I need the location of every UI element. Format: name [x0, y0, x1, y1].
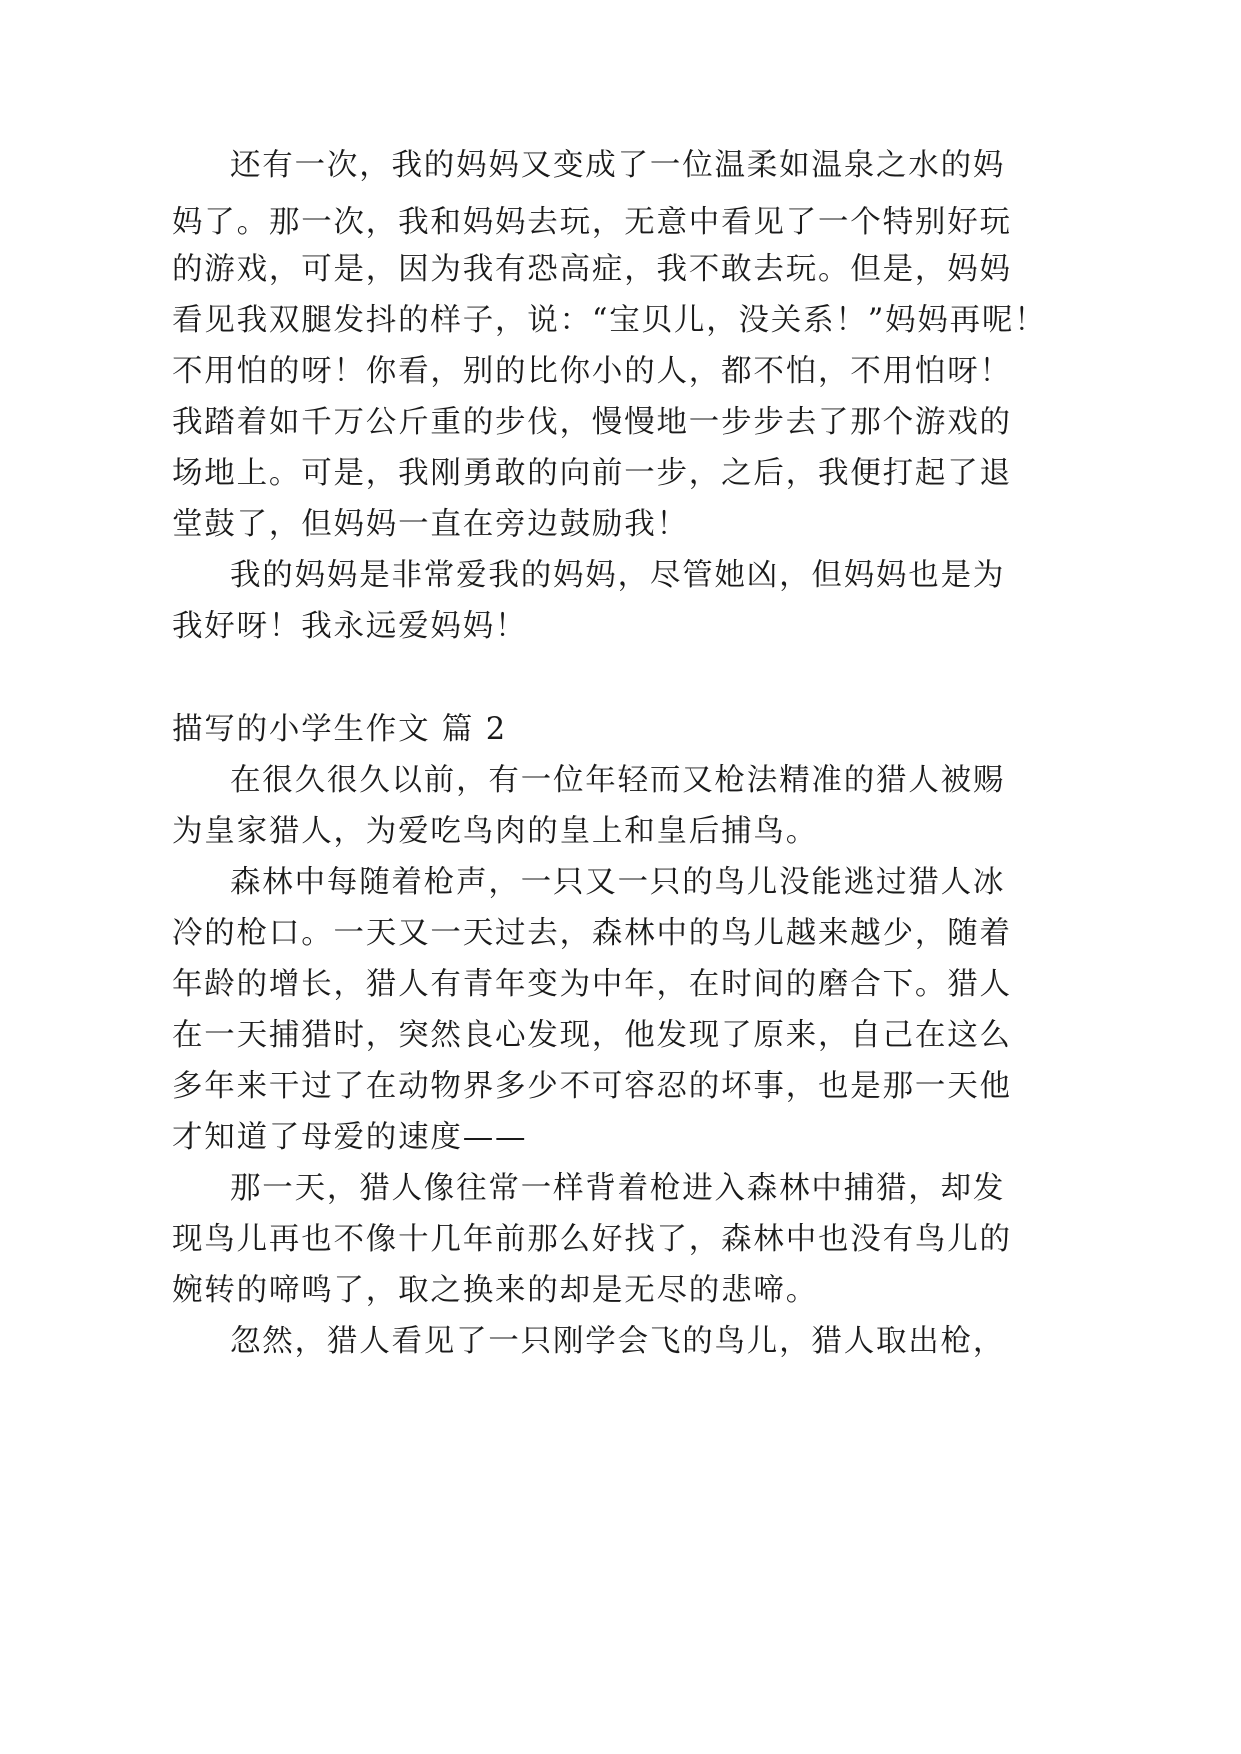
paragraph-line: 场地上。可是，我刚勇敢的向前一步，之后，我便打起了退	[172, 456, 1012, 491]
paragraph-line: 妈了。那一次，我和妈妈去玩，无意中看见了一个特别好玩	[172, 205, 1012, 240]
paragraph-line: 冷的枪口。一天又一天过去，森林中的鸟儿越来越少，随着	[172, 916, 1012, 951]
paragraph-line: 看见我双腿发抖的样子，说：“宝贝儿，没关系！”妈妈再呢！	[172, 303, 1047, 338]
paragraph-line: 我踏着如千万公斤重的步伐，慢慢地一步步去了那个游戏的	[172, 405, 1012, 440]
paragraph-line: 的游戏，可是，因为我有恐高症，我不敢去玩。但是，妈妈	[172, 252, 1012, 287]
paragraph-line: 森林中每随着枪声，一只又一只的鸟儿没能逃过猎人冰	[230, 865, 1006, 900]
paragraph-line: 年龄的增长，猎人有青年变为中年，在时间的磨合下。猎人	[172, 967, 1012, 1002]
paragraph-line: 为皇家猎人，为爱吃鸟肉的皇上和皇后捕鸟。	[172, 814, 818, 849]
paragraph-line: 那一天，猎人像往常一样背着枪进入森林中捕猎，却发	[230, 1171, 1006, 1206]
paragraph-line: 婉转的啼鸣了，取之换来的却是无尽的悲啼。	[172, 1273, 818, 1308]
paragraph-line: 我好呀！我永远爱妈妈！	[172, 609, 528, 644]
paragraph-line: 在很久很久以前，有一位年轻而又枪法精准的猎人被赐	[230, 763, 1006, 798]
paragraph-line: 现鸟儿再也不像十几年前那么好找了，森林中也没有鸟儿的	[172, 1222, 1012, 1257]
paragraph-line: 还有一次，我的妈妈又变成了一位温柔如温泉之水的妈	[230, 148, 1006, 183]
section-heading: 描写的小学生作文 篇 2	[172, 712, 507, 747]
paragraph-line: 堂鼓了，但妈妈一直在旁边鼓励我！	[172, 507, 689, 542]
paragraph-line: 我的妈妈是非常爱我的妈妈，尽管她凶，但妈妈也是为	[230, 558, 1006, 593]
paragraph-line: 才知道了母爱的速度——	[172, 1120, 528, 1155]
paragraph-line: 在一天捕猎时，突然良心发现，他发现了原来，自己在这么	[172, 1018, 1012, 1053]
paragraph-line: 不用怕的呀！你看，别的比你小的人，都不怕，不用怕呀！	[172, 354, 1012, 389]
paragraph-line: 忽然，猎人看见了一只刚学会飞的鸟儿，猎人取出枪，	[230, 1324, 1006, 1359]
paragraph-line: 多年来干过了在动物界多少不可容忍的坏事，也是那一天他	[172, 1069, 1012, 1104]
